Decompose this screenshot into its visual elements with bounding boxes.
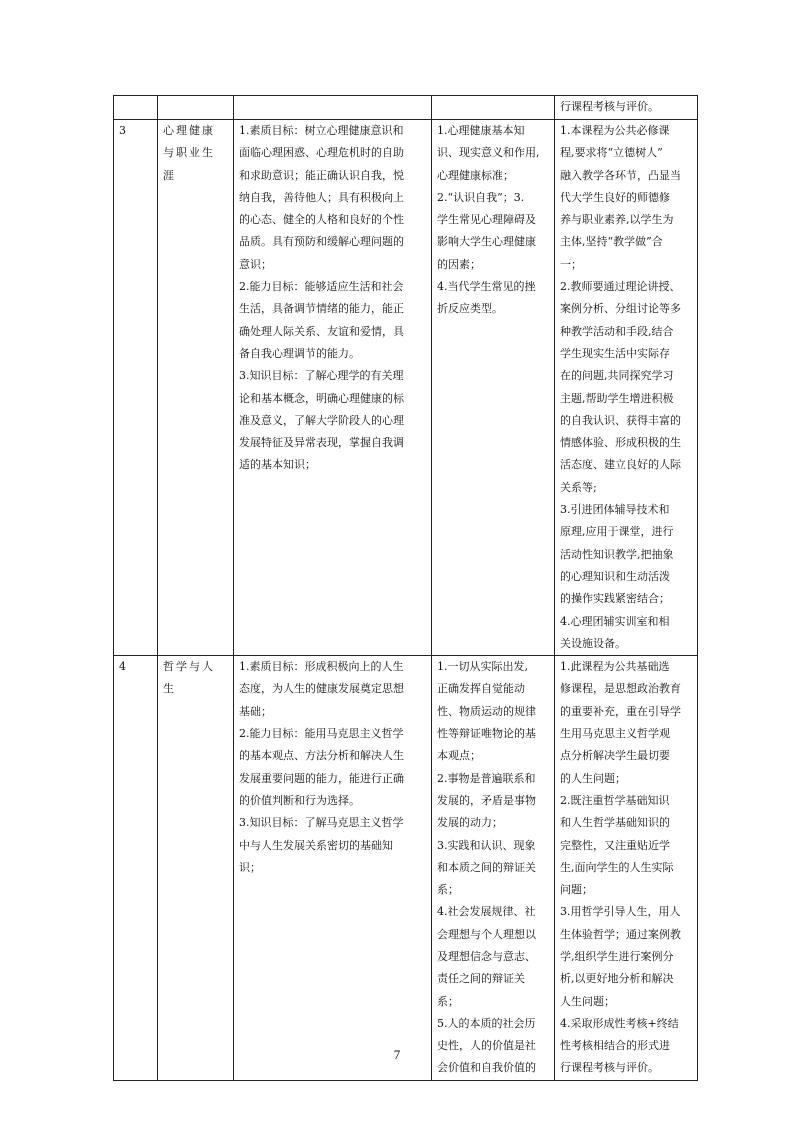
text-line: 哲学与人 bbox=[163, 660, 215, 674]
text-line: 准及意义，了解大学阶段人的心理 bbox=[239, 413, 404, 427]
text-line: 3.知识目标：了解马克思主义哲学 bbox=[239, 816, 404, 830]
text-line: 关系等; bbox=[560, 480, 597, 494]
text-line: 学生现实生活中实际存 bbox=[560, 346, 670, 360]
text-line: 代大学生良好的师德修 bbox=[560, 190, 670, 204]
text-line: 的心态、健全的人格和良好的个性 bbox=[239, 213, 404, 227]
cell-requirements bbox=[555, 120, 698, 656]
text-line: 1.一切从实际出发, bbox=[437, 660, 528, 674]
text-line: 影响大学生心理健康 bbox=[437, 235, 536, 249]
text-line: 3.引进团体辅导技术和 bbox=[560, 503, 670, 517]
text-line: 适的基本知识； bbox=[239, 458, 316, 472]
text-line: 4.采取形成性考核+终结 bbox=[560, 1016, 679, 1030]
text-line: 心理健康 bbox=[163, 124, 215, 137]
text-line: 行课程考核与评价。 bbox=[560, 1061, 659, 1075]
text-line: 修课程，是思想政治教育 bbox=[560, 682, 681, 696]
text-line: 涯 bbox=[163, 168, 176, 182]
text-line: 3.用哲学引导人生，用人 bbox=[560, 905, 681, 919]
text-line: 养与职业素养,以学生为 bbox=[560, 213, 674, 227]
text-line: 发展特征及异常表现，掌握自我调 bbox=[239, 436, 404, 450]
table-row-continued bbox=[114, 96, 698, 120]
cell-number: 3 bbox=[114, 120, 158, 656]
text-line: 生 bbox=[163, 682, 176, 696]
text-line: 活动性知识教学,把抽象 bbox=[560, 547, 674, 561]
text-line: 识、现实意义和作用, bbox=[437, 146, 540, 160]
text-line: 史性，人的价值是社 bbox=[437, 1039, 536, 1053]
text-line: 2.既注重哲学基础知识 bbox=[560, 793, 670, 807]
cell-goals bbox=[234, 656, 432, 1081]
text-line: 主题,帮助学生增进积极 bbox=[560, 391, 674, 405]
text-line: 的心理知识和生动活泼 bbox=[560, 569, 670, 583]
text-line: 人生问题； bbox=[560, 994, 615, 1008]
text-line: 2.能力目标：能够适应生活和社会 bbox=[239, 280, 404, 294]
text-line: 折反应类型。 bbox=[437, 302, 503, 316]
text-line: 案例分析、分组讨论等多 bbox=[560, 302, 681, 316]
text-line: 性考核相结合的形式进 bbox=[560, 1039, 670, 1053]
cell-course-name bbox=[158, 96, 234, 120]
text-line: 3.实践和认识、现象 bbox=[437, 838, 536, 852]
text-line: 系； bbox=[437, 883, 459, 897]
text-line: 和本质之间的辩证关 bbox=[437, 860, 536, 874]
text-line: 程,要求将“立德树人” bbox=[560, 146, 663, 160]
text-line: 情感体验、形成积极的生 bbox=[560, 436, 681, 450]
text-line: 会理想与个人理想以 bbox=[437, 927, 536, 941]
text-line: 纳自我，善待他人；具有积极向上 bbox=[239, 190, 404, 204]
text-line: 性、物质运动的规律 bbox=[437, 704, 536, 718]
text-line: 会价值和自我价值的 bbox=[437, 1061, 536, 1075]
text-line: 1.此课程为公共基础选 bbox=[560, 660, 670, 674]
text-line: 1.心理健康基本知 bbox=[437, 124, 525, 137]
text-line: 生活，具备调节情绪的能力，能正 bbox=[239, 302, 404, 316]
text-line: 2.“认识自我”；3. bbox=[437, 190, 525, 204]
text-line: 析,以更好地分析和解决 bbox=[560, 972, 674, 986]
text-line: 学生常见心理障碍及 bbox=[437, 213, 536, 227]
cell-goals bbox=[234, 96, 432, 120]
cell-content bbox=[432, 96, 555, 120]
text-line: 5.人的本质的社会历 bbox=[437, 1016, 536, 1030]
text-line: 与职业生 bbox=[163, 146, 215, 160]
text-line: 的自我认识、获得丰富的 bbox=[560, 413, 681, 427]
text-line: 问题； bbox=[560, 883, 593, 897]
text-line: 学,组织学生进行案例分 bbox=[560, 949, 674, 963]
text-line: 主体,坚持“教学做”合 bbox=[560, 235, 663, 249]
cell-requirements bbox=[555, 96, 698, 120]
text-line: 2.事物是普遍联系和 bbox=[437, 771, 536, 785]
cell-content bbox=[432, 120, 555, 656]
cell-number: 4 bbox=[114, 656, 158, 1081]
text-line: 1.本课程为公共必修课 bbox=[560, 124, 670, 137]
table-row-course-3 bbox=[114, 120, 698, 656]
cell-number bbox=[114, 96, 158, 120]
text-line: 正确发挥自觉能动 bbox=[437, 682, 525, 696]
text-line: 识； bbox=[239, 860, 261, 874]
cell-course-name bbox=[158, 120, 234, 656]
text-line: 3.知识目标：了解心理学的有关理 bbox=[239, 369, 404, 383]
text-line: 2.能力目标：能用马克思主义哲学 bbox=[239, 727, 404, 741]
cell-goals bbox=[234, 120, 432, 656]
text-line: 4.社会发展规律、社 bbox=[437, 905, 536, 919]
cell-content bbox=[432, 656, 555, 1081]
text-line: 论和基本概念，明确心理健康的标 bbox=[239, 391, 404, 405]
text-line: 4.当代学生常见的挫 bbox=[437, 280, 536, 294]
text-line: 心理健康标准； bbox=[437, 168, 514, 182]
text-line: 发展的，矛盾是事物 bbox=[437, 793, 536, 807]
text-line: 备自我心理调节的能力。 bbox=[239, 346, 360, 360]
text-line: 2.教师要通过理论讲授、 bbox=[560, 280, 681, 294]
text-line: 在的问题,共同探究学习 bbox=[560, 369, 674, 383]
text-line: 生,面向学生的人生实际 bbox=[560, 860, 674, 874]
text-line: 态度，为人生的健康发展奠定思想 bbox=[239, 682, 404, 696]
cell-requirements bbox=[555, 656, 698, 1081]
text-line: 生体验哲学；通过案例教 bbox=[560, 927, 681, 941]
text-line: 中与人生发展关系密切的基础知 bbox=[239, 838, 393, 852]
text-line: 发展重要问题的能力，能进行正确 bbox=[239, 771, 404, 785]
text-line: 完整性，又注重贴近学 bbox=[560, 838, 670, 852]
text-line: 行课程考核与评价。 bbox=[560, 100, 659, 113]
text-line: 的操作实践紧密结合； bbox=[560, 592, 670, 606]
cell-course-name bbox=[158, 656, 234, 1081]
text-line: 和求助意识；能正确认识自我，悦 bbox=[239, 168, 404, 182]
text-line: 生用马克思主义哲学观 bbox=[560, 727, 670, 741]
text-line: 的因素； bbox=[437, 257, 481, 271]
text-line: 的重要补充，重在引导学 bbox=[560, 704, 681, 718]
course-table bbox=[113, 95, 698, 1081]
text-line: 性等辩证唯物论的基 bbox=[437, 727, 536, 741]
text-line: 活态度、建立良好的人际 bbox=[560, 458, 681, 472]
text-line: 面临心理困惑、心理危机时的自助 bbox=[239, 146, 404, 160]
text-line: 1.素质目标：形成积极向上的人生 bbox=[239, 660, 404, 674]
text-line: 确处理人际关系、友谊和爱情，具 bbox=[239, 324, 404, 338]
text-line: 的基本观点、方法分析和解决人生 bbox=[239, 749, 404, 763]
text-line: 本观点； bbox=[437, 749, 481, 763]
text-line: 的价值判断和行为选择。 bbox=[239, 793, 360, 807]
text-line: 1.素质目标：树立心理健康意识和 bbox=[239, 124, 404, 137]
text-line: 关设施设备。 bbox=[560, 636, 626, 650]
text-line: 和人生哲学基础知识的 bbox=[560, 816, 670, 830]
text-line: 发展的动力； bbox=[437, 816, 503, 830]
text-line: 品质。具有预防和缓解心理问题的 bbox=[239, 235, 404, 249]
text-line: 一； bbox=[560, 257, 582, 271]
table-row-course-4 bbox=[114, 656, 698, 1081]
page-number: 7 bbox=[393, 1047, 401, 1062]
text-line: 基础； bbox=[239, 704, 272, 718]
text-line: 4.心理团辅实训室和相 bbox=[560, 614, 670, 628]
text-line: 原理,应用于课堂，进行 bbox=[560, 525, 674, 539]
text-line: 系； bbox=[437, 994, 459, 1008]
text-line: 责任之间的辩证关 bbox=[437, 972, 525, 986]
text-line: 种教学活动和手段,结合 bbox=[560, 324, 674, 338]
text-line: 意识； bbox=[239, 257, 272, 271]
text-line: 的人生问题； bbox=[560, 771, 626, 785]
text-line: 点分析解决学生最切要 bbox=[560, 749, 670, 763]
text-line: 及理想信念与意志、 bbox=[437, 949, 536, 963]
text-line: 融入教学各环节，凸显当 bbox=[560, 168, 681, 182]
